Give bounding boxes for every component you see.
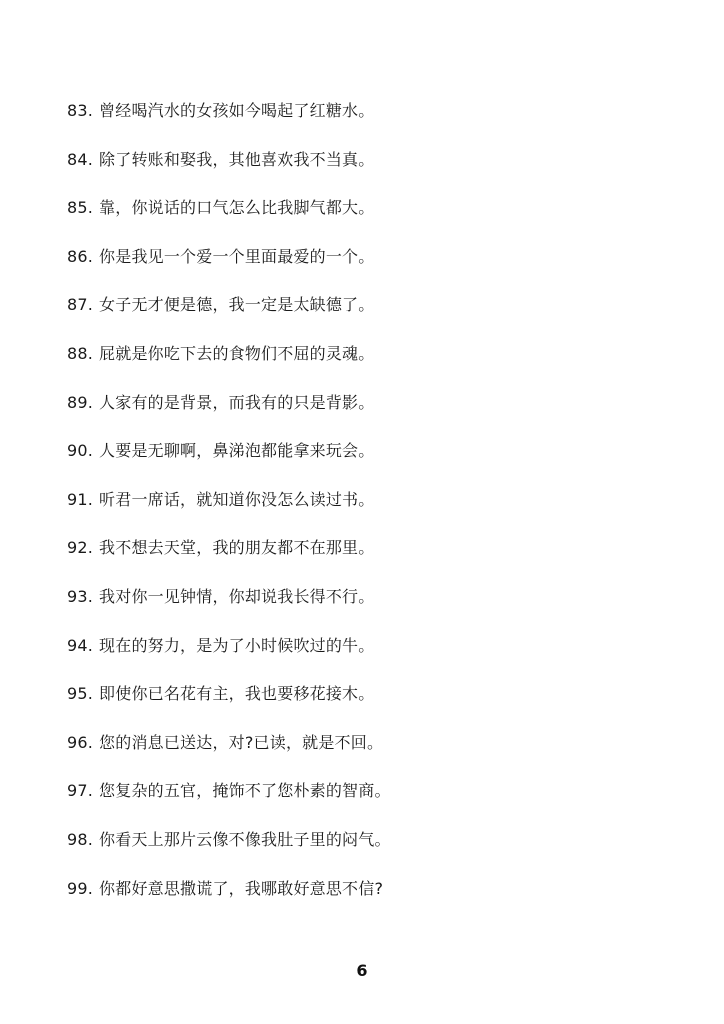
item-number: 86. <box>67 246 94 266</box>
item-number: 93. <box>67 586 94 606</box>
item-number: 97. <box>67 781 94 801</box>
item-text: 我对你一见钟情，你却说我长得不行。 <box>99 586 375 606</box>
item-number: 87. <box>67 295 94 315</box>
item-text: 你都好意思撒谎了，我哪敢好意思不信? <box>99 878 384 898</box>
item-text: 您复杂的五官，掩饰不了您朴素的智商。 <box>99 781 391 801</box>
item-text: 现在的努力，是为了小时候吹过的牛。 <box>99 635 375 655</box>
item-text: 屁就是你吃下去的食物们不屈的灵魂。 <box>99 343 375 363</box>
joke-list <box>67 99 391 925</box>
page-number: 6 <box>356 961 368 980</box>
list-item <box>67 293 391 342</box>
item-text: 曾经喝汽水的女孩如今喝起了红糖水。 <box>99 101 375 120</box>
item-number: 83. <box>67 101 94 120</box>
item-number: 99. <box>67 878 94 898</box>
item-number: 85. <box>67 198 94 218</box>
item-text: 即使你已名花有主，我也要移花接木。 <box>99 684 375 704</box>
list-item <box>67 391 391 440</box>
list-item <box>67 585 391 634</box>
list-item <box>67 731 391 780</box>
item-text: 女子无才便是德，我一定是太缺德了。 <box>99 295 375 315</box>
list-item <box>67 99 391 148</box>
list-item <box>67 245 391 294</box>
item-text: 你看天上那片云像不像我肚子里的闷气。 <box>99 829 391 849</box>
list-item <box>67 536 391 585</box>
item-number: 98. <box>67 829 94 849</box>
list-item <box>67 682 391 731</box>
item-text: 听君一席话，就知道你没怎么读过书。 <box>99 489 375 509</box>
item-number: 88. <box>67 343 94 363</box>
list-item <box>67 634 391 683</box>
item-number: 95. <box>67 684 94 704</box>
list-item <box>67 196 391 245</box>
item-number: 94. <box>67 635 94 655</box>
item-number: 89. <box>67 392 94 412</box>
item-number: 90. <box>67 441 94 461</box>
list-item <box>67 877 391 926</box>
item-number: 91. <box>67 489 94 509</box>
item-number: 92. <box>67 538 94 558</box>
item-text: 您的消息已送达，对?已读，就是不回。 <box>99 732 384 752</box>
list-item <box>67 148 391 197</box>
list-item <box>67 439 391 488</box>
item-text: 你是我见一个爱一个里面最爱的一个。 <box>99 246 375 266</box>
item-text: 靠，你说话的口气怎么比我脚气都大。 <box>99 198 375 218</box>
list-item <box>67 342 391 391</box>
list-item <box>67 828 391 877</box>
list-item <box>67 488 391 537</box>
item-number: 96. <box>67 732 94 752</box>
list-item <box>67 779 391 828</box>
item-text: 人要是无聊啊，鼻涕泡都能拿来玩会。 <box>99 441 375 461</box>
item-text: 除了转账和娶我，其他喜欢我不当真。 <box>99 149 375 169</box>
item-text: 人家有的是背景，而我有的只是背影。 <box>99 392 375 412</box>
item-number: 84. <box>67 149 94 169</box>
item-text: 我不想去天堂，我的朋友都不在那里。 <box>99 538 375 558</box>
